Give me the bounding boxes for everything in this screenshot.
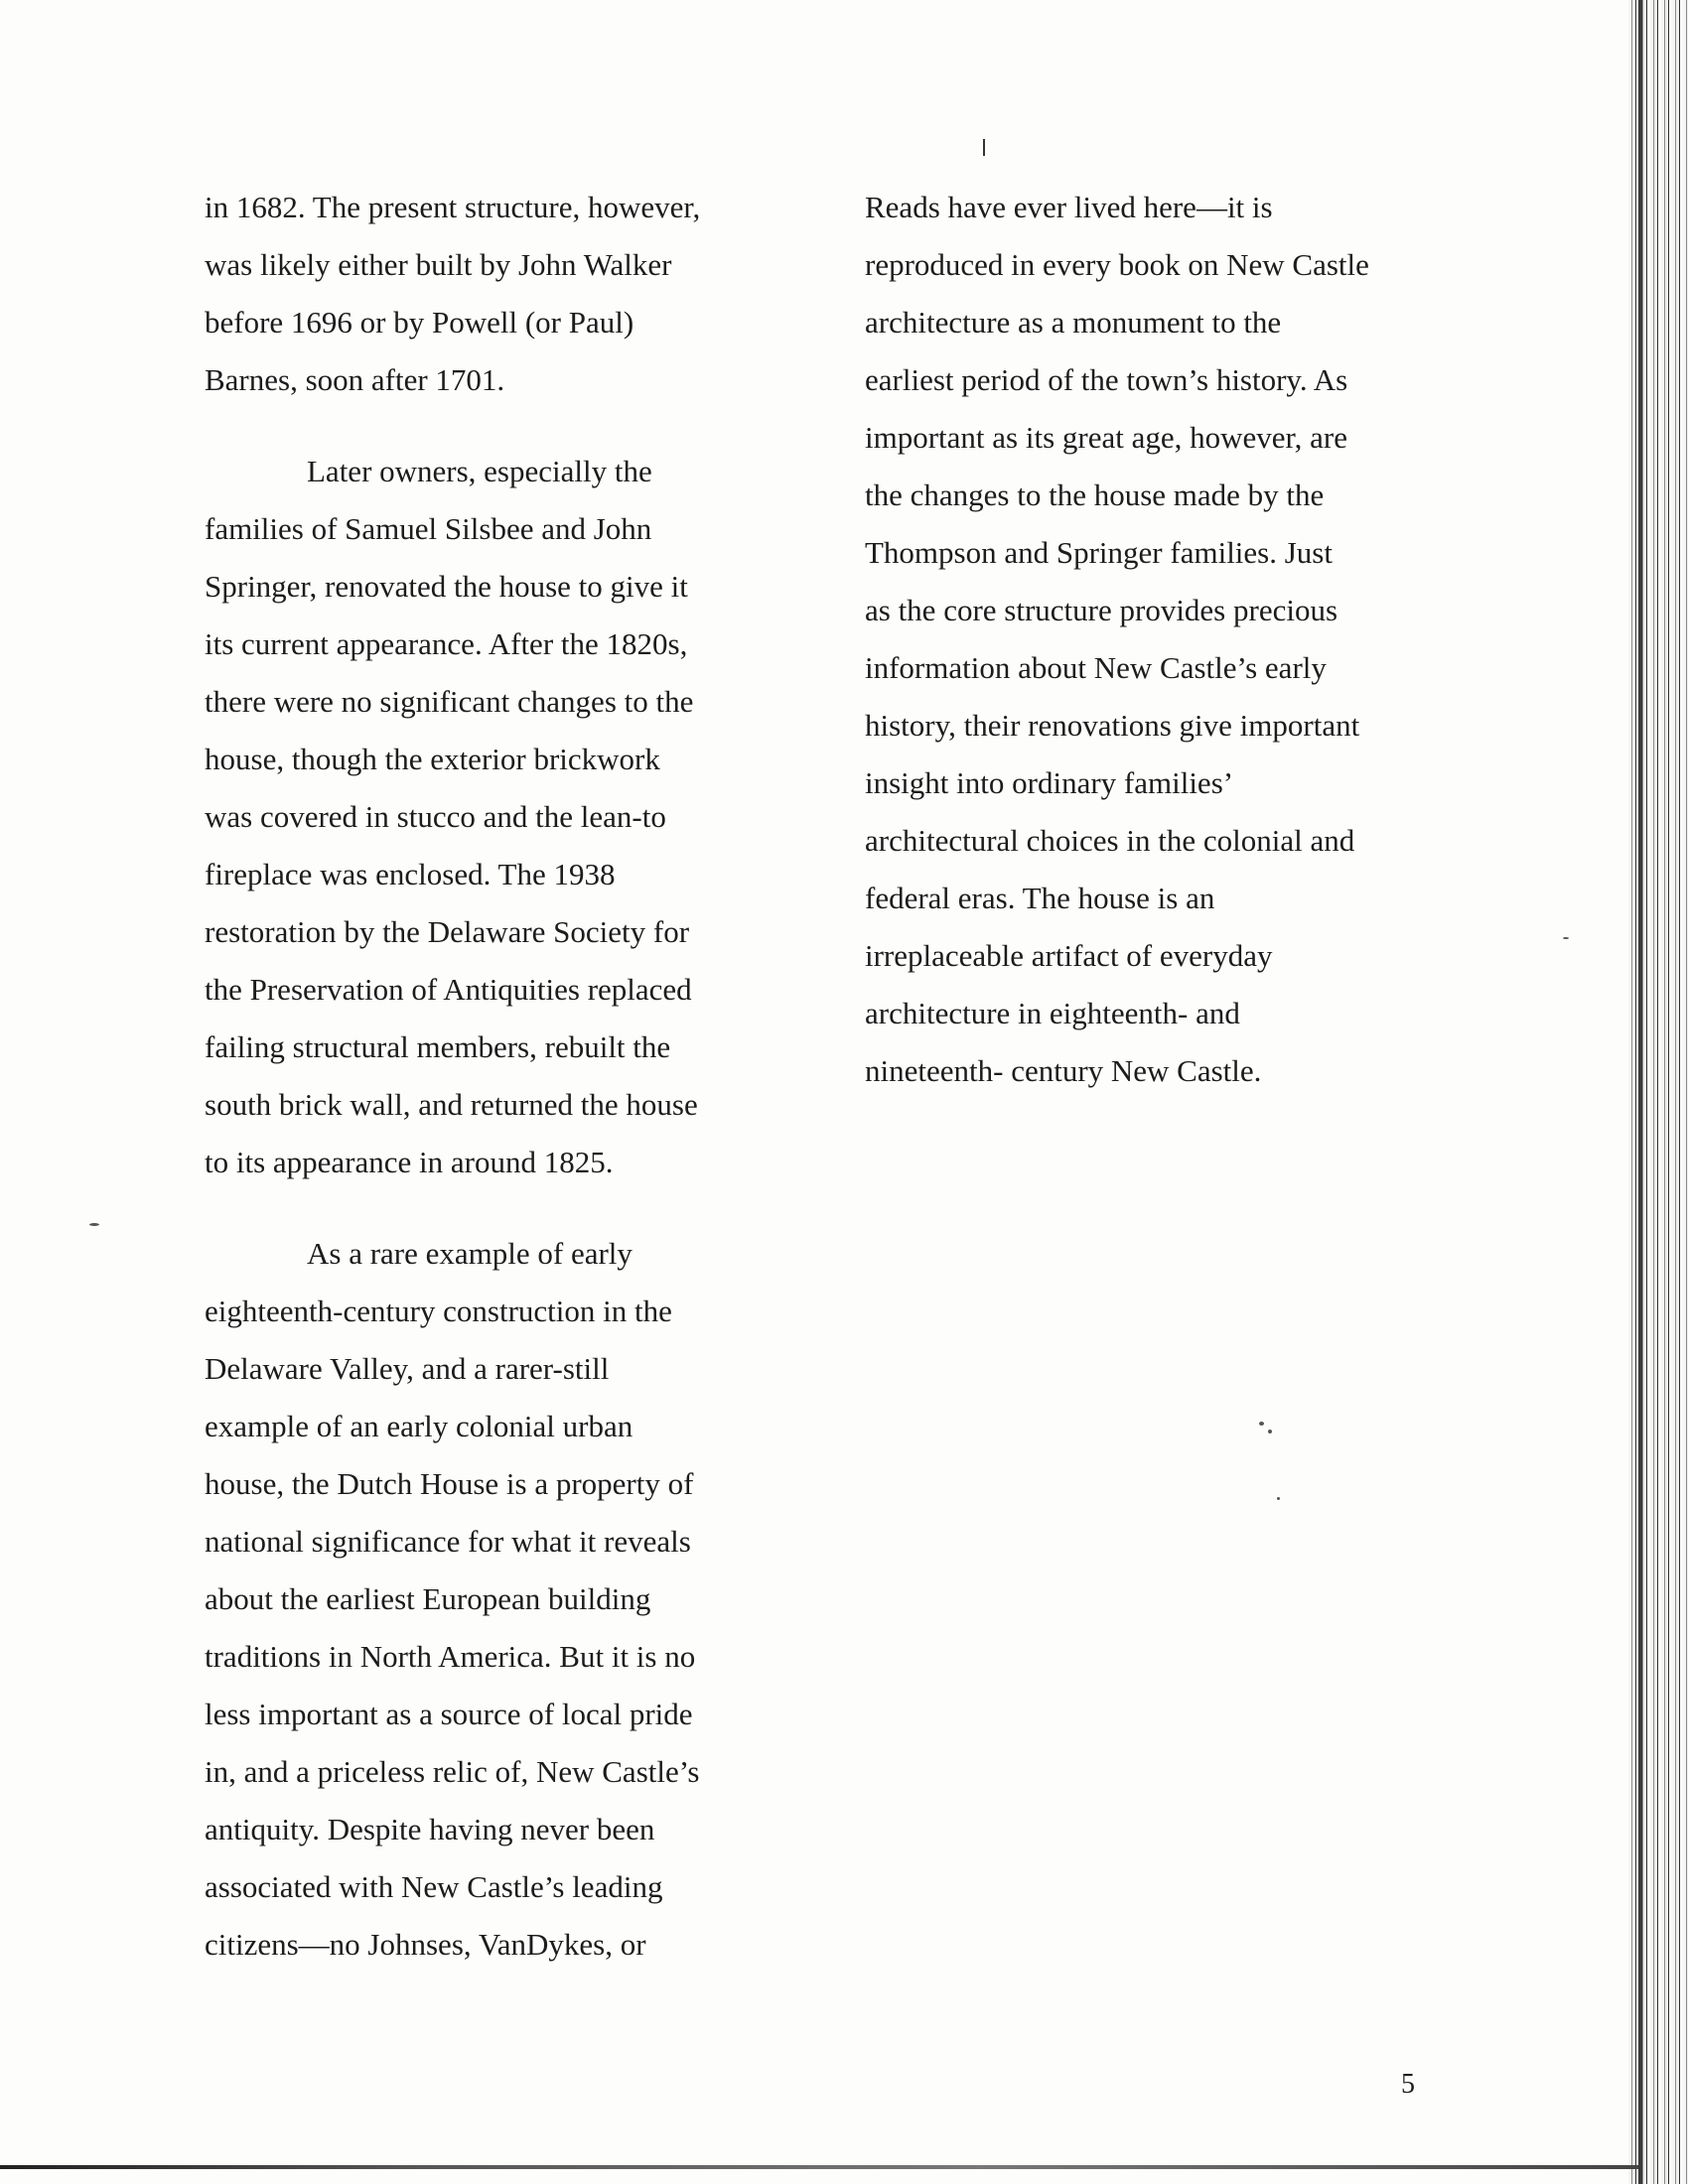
text-line: the changes to the house made by the: [865, 478, 1325, 512]
scan-bottom-edge: [0, 2165, 1638, 2169]
text-line: associated with New Castle’s leading: [205, 1869, 663, 1904]
scan-speck: [1259, 1422, 1264, 1426]
paragraph: [205, 179, 700, 409]
text-line: insight into ordinary families’: [865, 765, 1234, 800]
text-line: was likely either built by John Walker: [205, 247, 672, 282]
text-line: architecture as a monument to the: [865, 305, 1282, 340]
scan-binding-line: [1638, 0, 1642, 2184]
text-line: Thompson and Springer families. Just: [865, 535, 1333, 570]
text-line: nineteenth- century New Castle.: [865, 1053, 1262, 1088]
text-line: about the earliest European building: [205, 1581, 651, 1616]
text-line: eighteenth-century construction in the: [205, 1294, 672, 1328]
text-line: traditions in North America. But it is no: [205, 1639, 696, 1674]
text-line: in, and a priceless relic of, New Castle’s: [205, 1754, 700, 1789]
paragraph-gap: [205, 1191, 700, 1225]
text-line: as the core structure provides precious: [865, 593, 1338, 627]
text-line: restoration by the Delaware Society for: [205, 914, 690, 949]
text-line: citizens—no Johnses, VanDykes, or: [205, 1927, 646, 1962]
scan-speck: [1277, 1497, 1280, 1500]
scan-mark: [983, 139, 985, 156]
text-line: south brick wall, and returned the house: [205, 1087, 698, 1122]
paragraph: [205, 443, 700, 1191]
scan-speck: [1563, 937, 1569, 939]
left-text-column: [205, 179, 700, 1974]
text-line: house, the Dutch House is a property of: [205, 1466, 694, 1501]
text-line: history, their renovations give important: [865, 708, 1360, 743]
text-line: architecture in eighteenth- and: [865, 996, 1240, 1030]
text-line: national significance for what it reveals: [205, 1524, 691, 1559]
text-line: its current appearance. After the 1820s,: [205, 626, 688, 661]
text-line: federal eras. The house is an: [865, 881, 1215, 915]
text-line: As a rare example of early: [307, 1236, 633, 1271]
scan-speck: [89, 1223, 99, 1226]
text-line: example of an early colonial urban: [205, 1409, 633, 1443]
text-line: information about New Castle’s early: [865, 650, 1327, 685]
text-line: architectural choices in the colonial and: [865, 823, 1355, 858]
text-line: earliest period of the town’s history. As: [865, 362, 1348, 397]
text-line: before 1696 or by Powell (or Paul): [205, 305, 634, 340]
text-line: there were no significant changes to the: [205, 684, 694, 719]
text-line: house, though the exterior brickwork: [205, 742, 660, 776]
text-line: less important as a source of local pride: [205, 1697, 693, 1731]
text-line: Reads have ever lived here—it is: [865, 190, 1273, 224]
text-line: in 1682. The present structure, however,: [205, 190, 701, 224]
right-text-column: [865, 179, 1369, 1100]
scan-binding-edge: [1628, 0, 1688, 2184]
scan-speck: [1268, 1430, 1272, 1433]
text-line: fireplace was enclosed. The 1938: [205, 857, 616, 891]
text-line: to its appearance in around 1825.: [205, 1145, 614, 1179]
text-line: antiquity. Despite having never been: [205, 1812, 655, 1846]
text-line: families of Samuel Silsbee and John: [205, 511, 652, 546]
text-line: irreplaceable artifact of everyday: [865, 938, 1273, 973]
text-line: Later owners, especially the: [307, 454, 652, 488]
text-line: was covered in stucco and the lean-to: [205, 799, 666, 834]
text-line: Springer, renovated the house to give it: [205, 569, 688, 604]
text-line: Barnes, soon after 1701.: [205, 362, 505, 397]
text-line: failing structural members, rebuilt the: [205, 1029, 671, 1064]
text-line: Delaware Valley, and a rarer-still: [205, 1351, 610, 1386]
text-line: the Preservation of Antiquities replaced: [205, 972, 692, 1007]
paragraph: [865, 179, 1369, 1100]
text-line: reproduced in every book on New Castle: [865, 247, 1369, 282]
page-number: 5: [1401, 2069, 1415, 2100]
text-line: important as its great age, however, are: [865, 420, 1347, 455]
paragraph-gap: [205, 409, 700, 443]
paragraph: [205, 1225, 700, 1974]
